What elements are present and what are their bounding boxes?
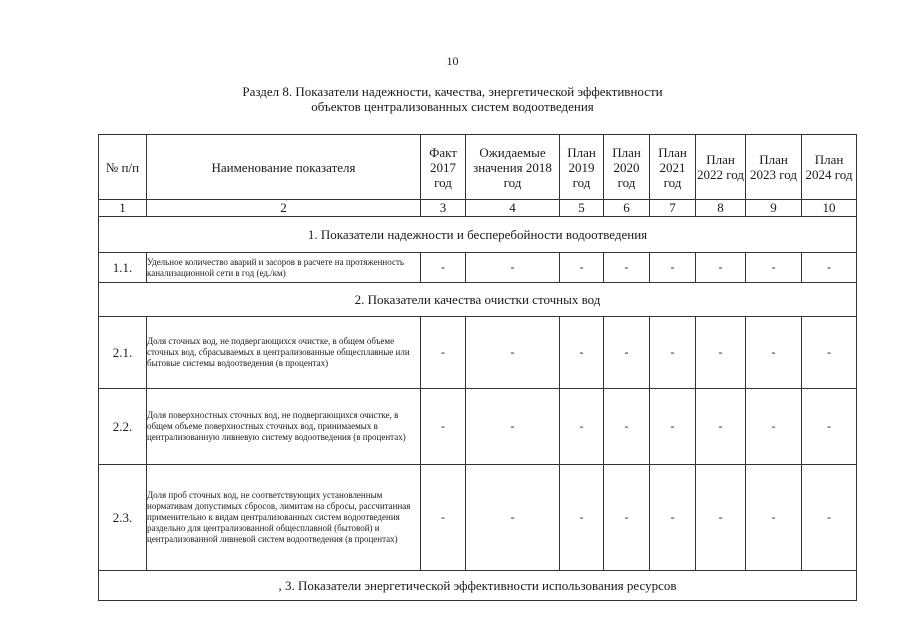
- column-number: 1: [99, 200, 147, 217]
- value-plan-2021: -: [650, 465, 696, 571]
- header-number: № п/п: [99, 135, 147, 200]
- value-plan-2019: -: [560, 389, 604, 465]
- column-number: 8: [696, 200, 746, 217]
- table-row: [99, 317, 857, 389]
- header-plan-2024: План 2024 год: [802, 135, 857, 200]
- value-plan-2022: -: [696, 253, 746, 283]
- value-plan-2023: -: [746, 465, 802, 571]
- value-fact-2017: -: [421, 389, 466, 465]
- header-plan-2020: План 2020 год: [604, 135, 650, 200]
- column-number: 4: [466, 200, 560, 217]
- value-plan-2023: -: [746, 389, 802, 465]
- value-fact-2017: -: [421, 317, 466, 389]
- column-number: 9: [746, 200, 802, 217]
- value-plan-2023: -: [746, 253, 802, 283]
- value-plan-2024: -: [802, 389, 857, 465]
- header-plan-2021: План 2021 год: [650, 135, 696, 200]
- header-expected-2018: Ожидаемые значения 2018 год: [466, 135, 560, 200]
- indicator-name: Доля сточных вод, не подвергающихся очистке, в общем объеме сточных вод, сбрасываемых в централизованные общесплавные или бытовые системы водоотведения (в процентах): [147, 317, 421, 389]
- value-plan-2022: -: [696, 317, 746, 389]
- value-plan-2021: -: [650, 317, 696, 389]
- row-index: 2.3.: [99, 465, 147, 571]
- value-plan-2019: -: [560, 317, 604, 389]
- column-number-row: [99, 200, 857, 217]
- column-number: 7: [650, 200, 696, 217]
- table-row: [99, 253, 857, 283]
- value-expected-2018: -: [466, 389, 560, 465]
- header-fact-2017: Факт 2017 год: [421, 135, 466, 200]
- section-1-row: [99, 217, 857, 253]
- value-fact-2017: -: [421, 253, 466, 283]
- header-plan-2019: План 2019 год: [560, 135, 604, 200]
- value-plan-2020: -: [604, 253, 650, 283]
- header-row: [99, 135, 857, 200]
- indicator-name: Доля проб сточных вод, не соответствующих установленным нормативам допустимых сбросов, лимитам на сбросы, рассчитанная применительно к видам централизованных систем водоотведения раздельно для централизованной общесплавной (бытовой) и централизованной ливневой систем водоотведения (в процентах): [147, 465, 421, 571]
- section-title-line-1: Раздел 8. Показатели надежности, качества, энергетической эффективности: [242, 84, 663, 99]
- column-number: 5: [560, 200, 604, 217]
- value-plan-2019: -: [560, 253, 604, 283]
- header-plan-2023: План 2023 год: [746, 135, 802, 200]
- value-expected-2018: -: [466, 253, 560, 283]
- value-plan-2023: -: [746, 317, 802, 389]
- column-number: 6: [604, 200, 650, 217]
- section-3-title: , 3. Показатели энергетической эффективности использования ресурсов: [99, 571, 857, 601]
- value-plan-2020: -: [604, 317, 650, 389]
- value-plan-2021: -: [650, 253, 696, 283]
- indicators-table: [98, 134, 857, 601]
- value-fact-2017: -: [421, 465, 466, 571]
- value-plan-2024: -: [802, 253, 857, 283]
- section-3-row: [99, 571, 857, 601]
- header-indicator-name: Наименование показателя: [147, 135, 421, 200]
- value-plan-2020: -: [604, 389, 650, 465]
- value-plan-2021: -: [650, 389, 696, 465]
- indicator-name: Удельное количество аварий и засоров в расчете на протяженность канализационной сети в год (ед./км): [147, 253, 421, 283]
- column-number: 3: [421, 200, 466, 217]
- header-plan-2022: План 2022 год: [696, 135, 746, 200]
- value-plan-2019: -: [560, 465, 604, 571]
- column-number: 10: [802, 200, 857, 217]
- value-expected-2018: -: [466, 317, 560, 389]
- section-2-title: 2. Показатели качества очистки сточных вод: [99, 283, 857, 317]
- value-plan-2024: -: [802, 317, 857, 389]
- column-number: 2: [147, 200, 421, 217]
- value-plan-2022: -: [696, 465, 746, 571]
- row-index: 2.2.: [99, 389, 147, 465]
- value-plan-2024: -: [802, 465, 857, 571]
- section-2-row: [99, 283, 857, 317]
- value-plan-2020: -: [604, 465, 650, 571]
- section-1-title: 1. Показатели надежности и бесперебойности водоотведения: [99, 217, 857, 253]
- table-row: [99, 465, 857, 571]
- table-row: [99, 389, 857, 465]
- section-title-line-2: объектов централизованных систем водоотведения: [311, 99, 594, 114]
- value-plan-2022: -: [696, 389, 746, 465]
- page-number: 10: [446, 54, 459, 68]
- indicator-name: Доля поверхностных сточных вод, не подвергающихся очистке, в общем объеме поверхностных сточных вод, принимаемых в централизованную ливневую систему водоотведения (в процентах): [147, 389, 421, 465]
- value-expected-2018: -: [466, 465, 560, 571]
- section-title: [0, 84, 905, 114]
- row-index: 1.1.: [99, 253, 147, 283]
- row-index: 2.1.: [99, 317, 147, 389]
